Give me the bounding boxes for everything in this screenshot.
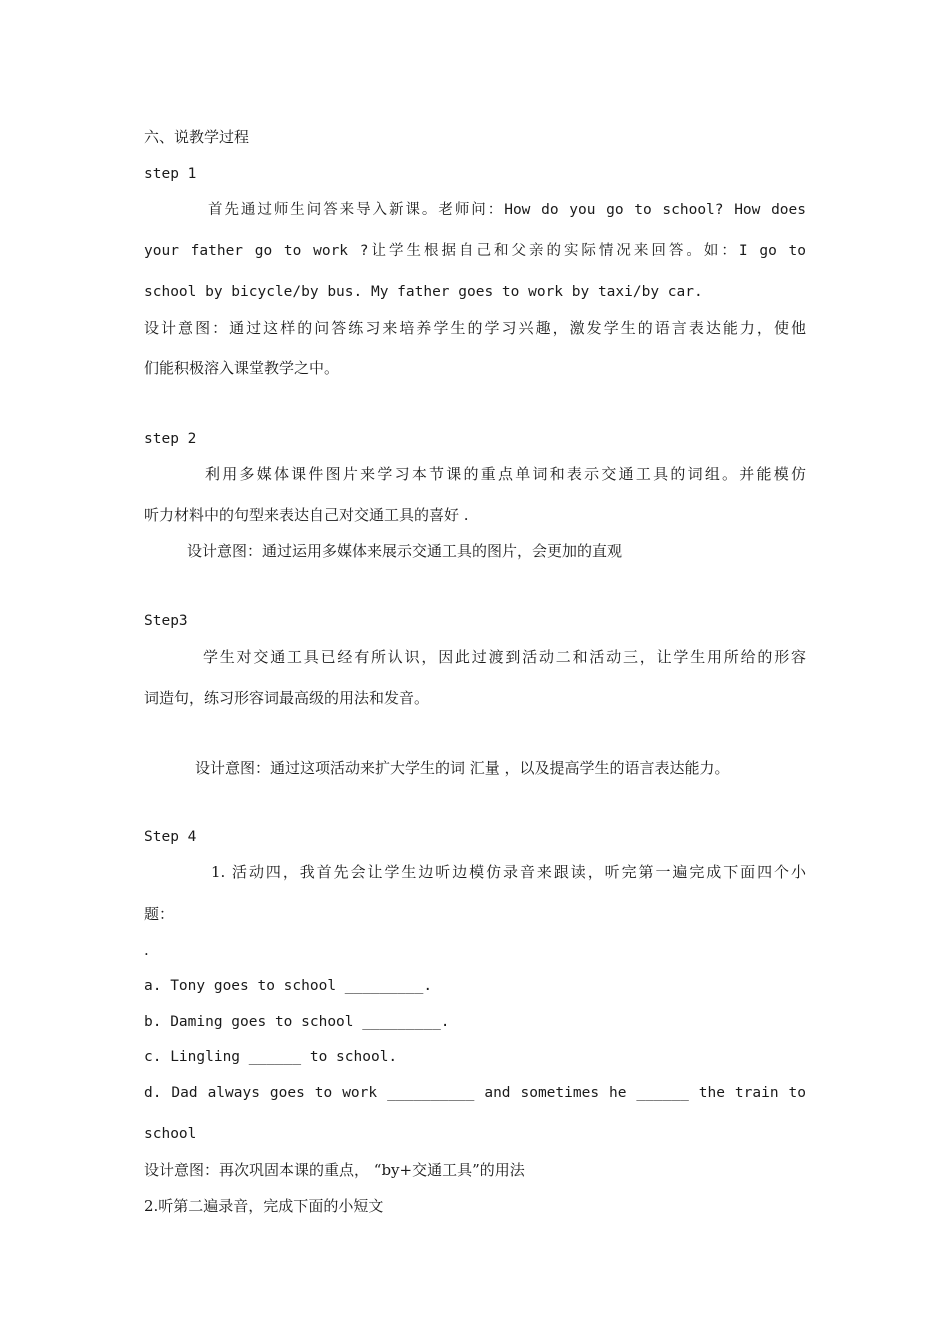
step1-paragraph-line1: 首先通过师生问答来导入新课。老师问：How do you go to school? How does (208, 202, 806, 218)
question-d-line1: d. Dad always goes to work __________ and sometimes he ______ the train to (144, 1085, 806, 1101)
step3-label: Step3 (144, 613, 188, 629)
step2-paragraph-line1: 利用多媒体课件图片来学习本节课的重点单词和表示交通工具的词组。并能模仿 (205, 465, 806, 483)
question-d-line2: school (144, 1126, 197, 1142)
question-c: c. Lingling ______ to school. (144, 1049, 398, 1065)
step1-label: step 1 (144, 166, 197, 182)
step3-paragraph-line2: 词造句，练习形容词最高级的用法和发音。 (144, 689, 430, 707)
step2-intent: 设计意图：通过运用多媒体来展示交通工具的图片，会更加的直观 (187, 542, 623, 560)
question-b: b. Daming goes to school _________. (144, 1014, 450, 1030)
step2-label: step 2 (144, 431, 197, 447)
question-a: a. Tony goes to school _________. (144, 978, 433, 994)
step3-paragraph-line1: 学生对交通工具已经有所认识，因此过渡到活动二和活动三，让学生用所给的形容 (203, 648, 806, 666)
step4-activity-line1: 1. 活动四，我首先会让学生边听边模仿录音来跟读，听完第一遍完成下面四个小 (211, 863, 806, 881)
step1-paragraph-line2: your father go to work ?让学生根据自己和父亲的实际情况来回答。如：I go to (144, 243, 806, 259)
step1-paragraph-line3: school by bicycle/by bus. My father goes to work by taxi/by car. (144, 284, 703, 300)
step4-label: Step 4 (144, 829, 197, 845)
step1-intent-line1: 设计意图：通过这样的问答练习来培养学生的学习兴趣，激发学生的语言表达能力，使他 (144, 319, 806, 337)
step1-intent-line2: 们能积极溶入课堂教学之中。 (144, 359, 340, 377)
step4-item2: 2.听第二遍录音，完成下面的小短文 (144, 1197, 384, 1215)
step4-dot: . (144, 941, 149, 959)
section-heading: 六、说教学过程 (144, 128, 250, 146)
step4-activity-line2: 题： (144, 905, 175, 923)
step3-intent: 设计意图：通过这项活动来扩大学生的词 汇量 ，以及提高学生的语言表达能力。 (195, 759, 730, 777)
step2-paragraph-line2: 听力材料中的句型来表达自己对交通工具的喜好 . (144, 506, 469, 524)
step4-intent: 设计意图：再次巩固本课的重点， “by+交通工具”的用法 (144, 1161, 525, 1179)
